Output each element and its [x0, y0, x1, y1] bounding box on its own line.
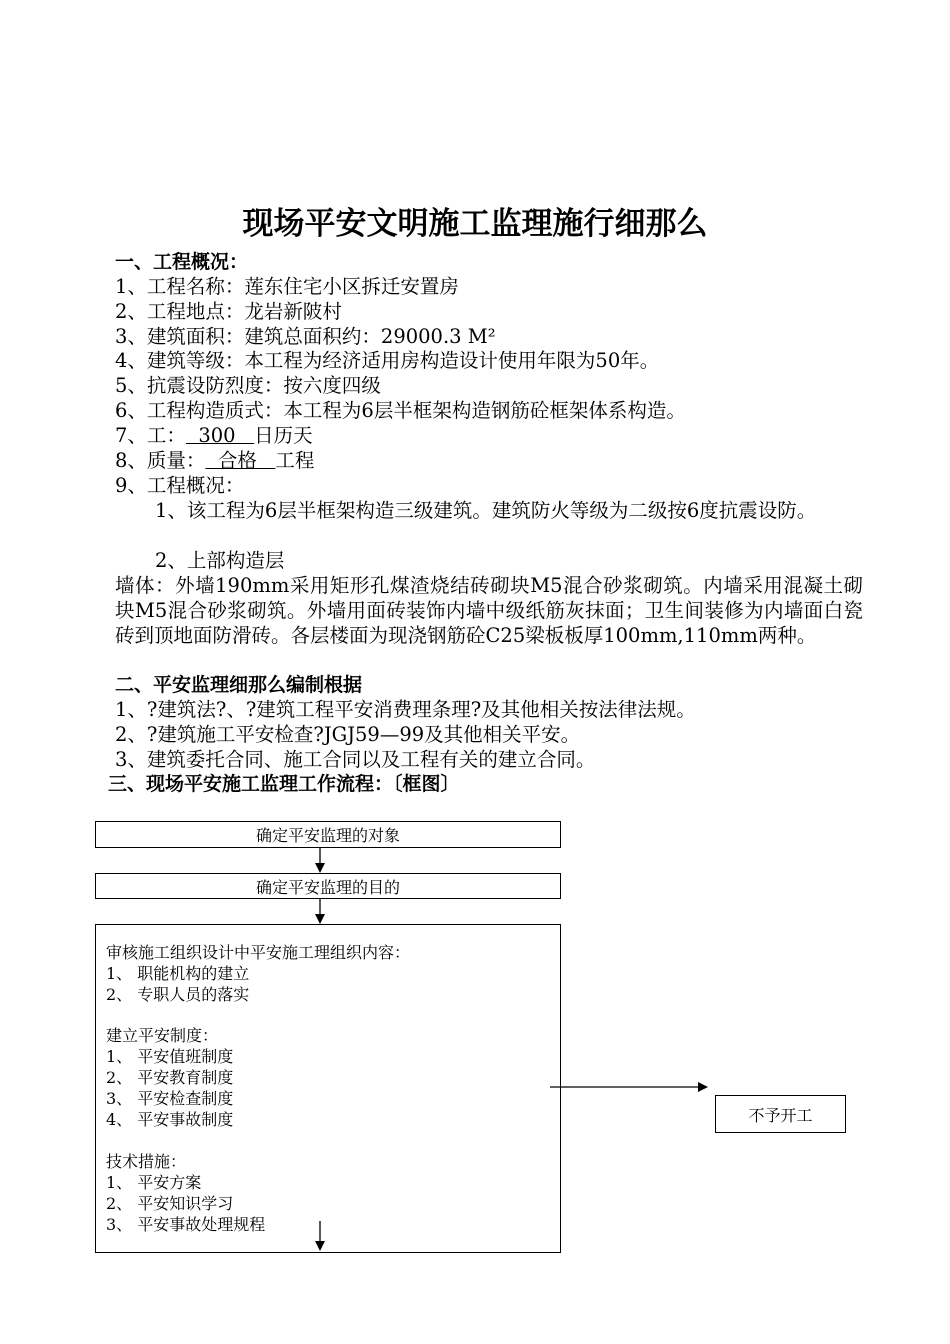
- quality-line: [115, 448, 314, 473]
- review-line-6: 1、 平安值班制度: [106, 1047, 234, 1066]
- quality-value: 合格: [205, 449, 276, 472]
- quality-prefix: 8、质量：: [115, 449, 206, 472]
- review-line-11: 技术措施：: [106, 1152, 187, 1171]
- review-line-1: 审核施工组织设计中平安施工理组织内容：: [106, 943, 411, 962]
- review-line-12: 1、 平安方案: [106, 1173, 202, 1192]
- section1-heading: 一、工程概况：: [115, 251, 249, 273]
- review-line-7: 2、 平安教育制度: [106, 1068, 234, 1087]
- flow-box-no-start-label: 不予开工: [748, 1105, 813, 1125]
- basis-item-2: 2、?建筑施工平安检查?JGJ59—99及其他相关平安。: [115, 723, 581, 746]
- flow-box-object-label: 确定平安监理的对象: [255, 826, 400, 845]
- arrow-3-head: [698, 1082, 708, 1092]
- review-line-8: 3、 平安检查制度: [106, 1089, 234, 1108]
- overview-subheading-2: 2、上部构造层: [155, 549, 285, 572]
- overview-paragraph-1: 1、该工程为6层半框架构造三级建筑。建筑防火等级为二级按6度抗震设防。: [155, 499, 817, 522]
- flow-box-goal-label: 确定平安监理的目的: [255, 877, 400, 897]
- flow-box-no-start: [715, 1095, 846, 1133]
- seismic-intensity: 5、抗震设防烈度：按六度四级: [115, 374, 381, 397]
- basis-item-3: 3、建筑委托合同、施工合同以及工程有关的建立合同。: [115, 748, 596, 771]
- review-line-14: 3、 平安事故处理规程: [106, 1215, 266, 1234]
- duration-suffix: 日历天: [254, 424, 313, 447]
- review-line-3: 2、 专职人员的落实: [106, 985, 250, 1004]
- review-line-9: 4、 平安事故制度: [106, 1110, 234, 1129]
- overview-label: 9、工程概况：: [115, 474, 245, 497]
- flow-box-review: [95, 924, 561, 1253]
- building-grade: 4、建筑等级：本工程为经济适用房构造设计使用年限为50年。: [115, 349, 660, 372]
- section3-heading: 三、现场平安施工监理工作流程：〔框图〕: [108, 773, 460, 795]
- review-line-13: 2、 平安知识学习: [106, 1194, 234, 1213]
- flow-box-goal: [95, 873, 561, 899]
- duration-value: 300: [185, 424, 255, 447]
- wall-paragraph: 墙体：外墙190mm采用矩形孔煤渣烧结砖砌块M5混合砂浆砌筑。内墙采用混凝土砌块M5混合砂浆砌筑。外墙用面砖装饰内墙中级纸筋灰抹面；卫生间装修为内墙面白瓷砖到顶地面防滑砖。各层楼面为现浇钢筋砼C25梁板板厚100mm,110mm两种。: [115, 574, 863, 647]
- section2-heading: 二、平安监理细那么编制根据: [115, 674, 363, 696]
- flow-box-object: [95, 821, 561, 848]
- review-line-2: 1、 职能机构的建立: [106, 964, 250, 983]
- project-name: 1、工程名称：莲东住宅小区拆迁安置房: [115, 275, 459, 298]
- arrow-2-head: [315, 914, 325, 924]
- project-location: 2、工程地点：龙岩新陂村: [115, 300, 342, 323]
- building-area: 3、建筑面积：建筑总面积约：29000.3 M²: [115, 325, 496, 348]
- review-line-5: 建立平安制度：: [106, 1026, 219, 1045]
- duration-line: [115, 423, 313, 448]
- duration-prefix: 7、工：: [115, 424, 186, 447]
- basis-item-1: 1、?建筑法?、?建筑工程平安消费理条理?及其他相关按法律法规。: [115, 698, 696, 721]
- arrow-1-head: [315, 863, 325, 873]
- quality-suffix: 工程: [275, 449, 315, 472]
- structure-type: 6、工程构造质式：本工程为6层半框架构造钢筋砼框架体系构造。: [115, 399, 686, 422]
- document-title: 现场平安文明施工监理施行细那么: [242, 206, 708, 242]
